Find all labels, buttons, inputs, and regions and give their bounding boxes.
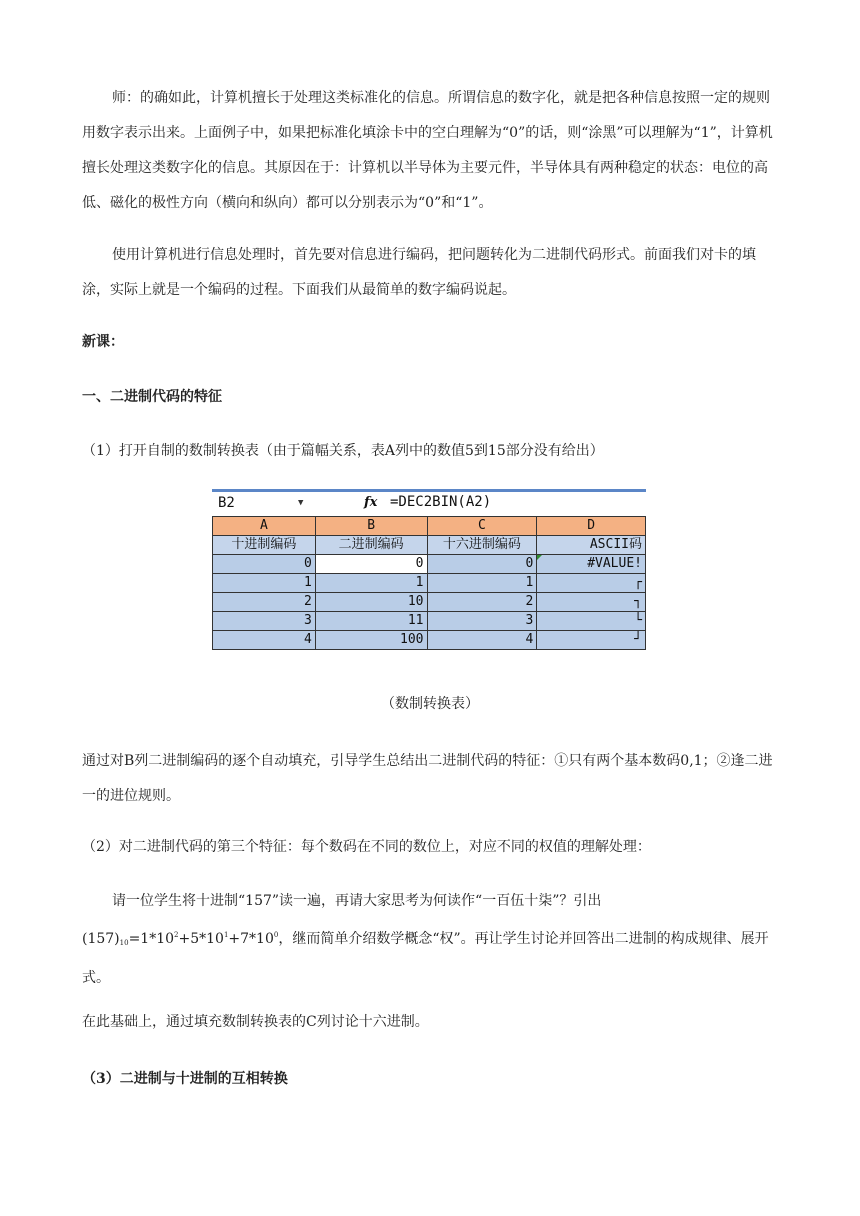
table-row: [213, 555, 646, 574]
paragraph-read-157: 请一位学生将十进制“157”读一遍，再请大家思考为何读作“一百伍十柒”？引出: [112, 893, 602, 909]
cell-c4[interactable]: 2: [427, 593, 537, 612]
cell-b2-selected[interactable]: 0: [315, 555, 427, 574]
name-box[interactable]: B2: [218, 495, 235, 511]
cell-d5[interactable]: └: [537, 612, 646, 631]
item-1-open-table: （1）打开自制的数制转换表（由于篇幅关系，表A列中的数值5到15部分没有给出）: [82, 443, 604, 459]
cell-b6[interactable]: 100: [315, 631, 427, 650]
spreadsheet-grid: [212, 516, 646, 650]
cell-c3[interactable]: 1: [427, 574, 537, 593]
eq-exp-1: 2: [174, 931, 179, 939]
cell-c6[interactable]: 4: [427, 631, 537, 650]
paragraph-encoding-intro: 使用计算机进行信息处理时，首先要对信息进行编码，把问题转化为二进制代码形式。前面我们对卡的填涂，实际上就是一个编码的过程。下面我们从最简单的数字编码说起。: [82, 247, 756, 298]
error-indicator-icon: [537, 555, 542, 560]
paragraph-expansion: [82, 918, 782, 996]
header-cell-binary[interactable]: 二进制编码: [315, 536, 427, 555]
eq-term-3: +7*10: [228, 931, 274, 947]
formula-text[interactable]: =DEC2BIN(A2): [390, 494, 492, 510]
column-header-a[interactable]: A: [213, 517, 316, 536]
cell-d4[interactable]: ┐: [537, 593, 646, 612]
table-row: [213, 574, 646, 593]
eq-lhs-base: 10: [119, 939, 129, 947]
cell-a2[interactable]: 0: [213, 555, 316, 574]
paragraph-computer-digitization: 师：的确如此，计算机擅长于处理这类标准化的信息。所谓信息的数字化，就是把各种信息按照一定的规则用数字表示出来。上面例子中，如果把标准化填涂卡中的空白理解为“0”的话，则“涂黑”可以理解为“1”，计算机擅长处理这类数字化的信息。其原因在于：计算机以半导体为主要元件，半导体具有两种稳定的状态：电位的高低、磁化的极性方向（横向和纵向）都可以分别表示为“0”和“1”。: [82, 90, 773, 211]
table-caption: （数制转换表）: [381, 696, 479, 712]
dropdown-arrow-icon[interactable]: ▼: [298, 498, 304, 508]
formula-bar: [212, 492, 646, 517]
table-row: [213, 631, 646, 650]
new-lesson-heading: 新课：: [82, 334, 124, 350]
cell-d3[interactable]: ┌: [537, 574, 646, 593]
cell-d6[interactable]: ┘: [537, 631, 646, 650]
eq-exp-2: 1: [223, 931, 229, 939]
cell-a4[interactable]: 2: [213, 593, 316, 612]
cell-a5[interactable]: 3: [213, 612, 316, 631]
eq-lhs: (157): [82, 931, 120, 947]
cell-c5[interactable]: 3: [427, 612, 537, 631]
section-heading-binary-features: 一、二进制代码的特征: [82, 389, 222, 405]
cell-d2[interactable]: [537, 555, 646, 574]
item-2-weight: （2）对二进制代码的第三个特征：每个数码在不同的数位上，对应不同的权值的理解处理：: [82, 839, 651, 855]
header-cell-decimal[interactable]: 十进制编码: [213, 536, 316, 555]
cell-d2-value: #VALUE!: [587, 556, 642, 571]
column-header-row: [213, 517, 646, 536]
paragraph-hexadecimal: 在此基础上，通过填充数制转换表的C列讨论十六进制。: [82, 1014, 429, 1030]
table-header-row: [213, 536, 646, 555]
paragraph-binary-features: 通过对B列二进制编码的逐个自动填充，引导学生总结出二进制代码的特征：①只有两个基本数码0,1；②逢二进一的进位规则。: [82, 753, 773, 804]
header-cell-ascii[interactable]: ASCII码: [537, 536, 646, 555]
column-header-d[interactable]: D: [537, 517, 646, 536]
eq-term-2: +5*10: [178, 931, 224, 947]
column-header-b[interactable]: B: [315, 517, 427, 536]
fx-icon[interactable]: fx: [364, 495, 378, 510]
cell-b4[interactable]: 10: [315, 593, 427, 612]
table-row: [213, 612, 646, 631]
cell-b5[interactable]: 11: [315, 612, 427, 631]
cell-a6[interactable]: 4: [213, 631, 316, 650]
cell-a3[interactable]: 1: [213, 574, 316, 593]
cell-b3[interactable]: 1: [315, 574, 427, 593]
cell-c2[interactable]: 0: [427, 555, 537, 574]
header-cell-hex[interactable]: 十六进制编码: [427, 536, 537, 555]
eq-exp-3: 0: [273, 931, 279, 939]
column-header-c[interactable]: C: [427, 517, 537, 536]
item-3-conversion: （3）二进制与十进制的互相转换: [82, 1071, 288, 1087]
conversion-table-screenshot: [212, 489, 646, 663]
eq-term-1: =1*10: [128, 931, 175, 947]
table-row: [213, 593, 646, 612]
eq-rest: ，继而简单介绍数学概念“权”。再让学生讨论并回答出二进制的构成规律、展开式。: [82, 931, 769, 986]
